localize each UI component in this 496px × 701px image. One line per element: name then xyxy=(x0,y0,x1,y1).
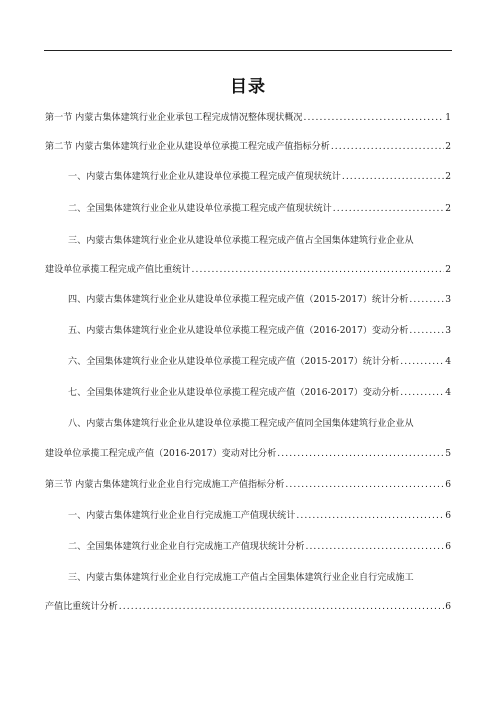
toc-entry-2-1[interactable] xyxy=(68,171,451,183)
toc-page-number: 4 xyxy=(445,357,451,367)
toc-entry-text: 六、全国集体建筑行业企业从建设单位承揽工程完成产值（2015-2017）统计分析 xyxy=(68,357,400,367)
leader-dots xyxy=(408,325,444,337)
toc-entry-2-4[interactable] xyxy=(68,294,451,306)
toc-entry-text: 四、内蒙古集体建筑行业企业从建设单位承揽工程完成产值（2015-2017）统计分析 xyxy=(68,295,409,305)
toc-entry-text-line2: 建设单位承揽工程完成产值（2016-2017）变动对比分析 xyxy=(45,449,277,459)
toc-entry-text: 二、全国集体建筑行业企业从建设单位承揽工程完成产值现状统计 xyxy=(68,204,332,214)
toc-page-number: 3 xyxy=(445,295,451,305)
toc-entry-3-3[interactable] xyxy=(68,572,451,584)
leader-dots xyxy=(191,264,445,276)
leader-dots xyxy=(408,294,444,306)
toc-entry-2-2[interactable] xyxy=(68,203,451,215)
leader-dots xyxy=(118,601,444,613)
toc-page-number: 5 xyxy=(445,449,451,459)
toc-entry-text: 二、全国集体建筑行业企业自行完成施工产值现状统计分析 xyxy=(68,542,305,552)
toc-entry-3-3-continued[interactable] xyxy=(45,601,451,613)
toc-entry-text-line1: 八、内蒙古集体建筑行业企业从建设单位承揽工程完成产值同全国集体建筑行业企业从 xyxy=(68,419,414,429)
leader-dots xyxy=(304,541,444,553)
toc-entry-2-6[interactable] xyxy=(68,356,451,368)
toc-entry-2-7[interactable] xyxy=(68,387,451,399)
header-rule xyxy=(44,50,452,51)
toc-entry-text-line2: 产值比重统计分析 xyxy=(45,602,118,612)
toc-entry-text: 五、内蒙古集体建筑行业企业从建设单位承揽工程完成产值（2016-2017）变动分析 xyxy=(68,326,409,336)
leader-dots xyxy=(276,448,444,460)
toc-entry-text: 第二节 内蒙古集体建筑行业企业从建设单位承揽工程完成产值指标分析 xyxy=(45,142,330,152)
toc-page-number: 2 xyxy=(445,265,451,275)
toc-page-number: 2 xyxy=(445,172,451,182)
leader-dots xyxy=(330,141,444,153)
leader-dots xyxy=(332,203,444,215)
leader-dots xyxy=(399,387,444,399)
leader-dots xyxy=(303,112,445,124)
leader-dots xyxy=(295,510,444,522)
toc-entry-text-line1: 三、内蒙古集体建筑行业企业从建设单位承揽工程完成产值占全国集体建筑行业企业从 xyxy=(68,236,414,246)
toc-entry-text: 七、全国集体建筑行业企业从建设单位承揽工程完成产值（2016-2017）变动分析 xyxy=(68,388,400,398)
toc-entry-text: 一、内蒙古集体建筑行业企业自行完成施工产值现状统计 xyxy=(68,511,296,521)
toc-entry-text: 第一节 内蒙古集体建筑行业企业承包工程完成情况整体现状概况 xyxy=(45,113,303,123)
toc-page-number: 2 xyxy=(445,204,451,214)
toc-page-number: 6 xyxy=(445,602,451,612)
toc-entry-2-3-continued[interactable] xyxy=(45,264,451,276)
toc-entry-section-1[interactable] xyxy=(45,112,451,124)
toc-entry-2-3[interactable] xyxy=(68,235,451,247)
leader-dots xyxy=(399,356,444,368)
toc-title: 目录 xyxy=(230,77,266,97)
toc-entry-text-line1: 三、内蒙古集体建筑行业企业自行完成施工产值占全国集体建筑行业企业自行完成施工 xyxy=(68,573,414,583)
toc-page-number: 6 xyxy=(445,542,451,552)
toc-entry-text: 第三节 内蒙古集体建筑行业企业自行完成施工产值指标分析 xyxy=(45,480,285,490)
toc-page-number: 6 xyxy=(445,480,451,490)
toc-page-number: 3 xyxy=(445,326,451,336)
leader-dots xyxy=(284,479,444,491)
toc-entry-section-3[interactable] xyxy=(45,479,451,491)
toc-entry-3-2[interactable] xyxy=(68,541,451,553)
toc-page-number: 6 xyxy=(445,511,451,521)
toc-entry-2-5[interactable] xyxy=(68,325,451,337)
toc-page-number: 1 xyxy=(445,113,451,123)
toc-entry-2-8-continued[interactable] xyxy=(45,448,451,460)
toc-page-number: 2 xyxy=(445,142,451,152)
toc-entry-text-line2: 建设单位承揽工程完成产值比重统计 xyxy=(45,265,191,275)
toc-entry-3-1[interactable] xyxy=(68,510,451,522)
toc-page-number: 4 xyxy=(445,388,451,398)
toc-entry-2-8[interactable] xyxy=(68,418,451,430)
toc-entry-text: 一、内蒙古集体建筑行业企业从建设单位承揽工程完成产值现状统计 xyxy=(68,172,341,182)
toc-entry-section-2[interactable] xyxy=(45,141,451,153)
leader-dots xyxy=(341,171,444,183)
